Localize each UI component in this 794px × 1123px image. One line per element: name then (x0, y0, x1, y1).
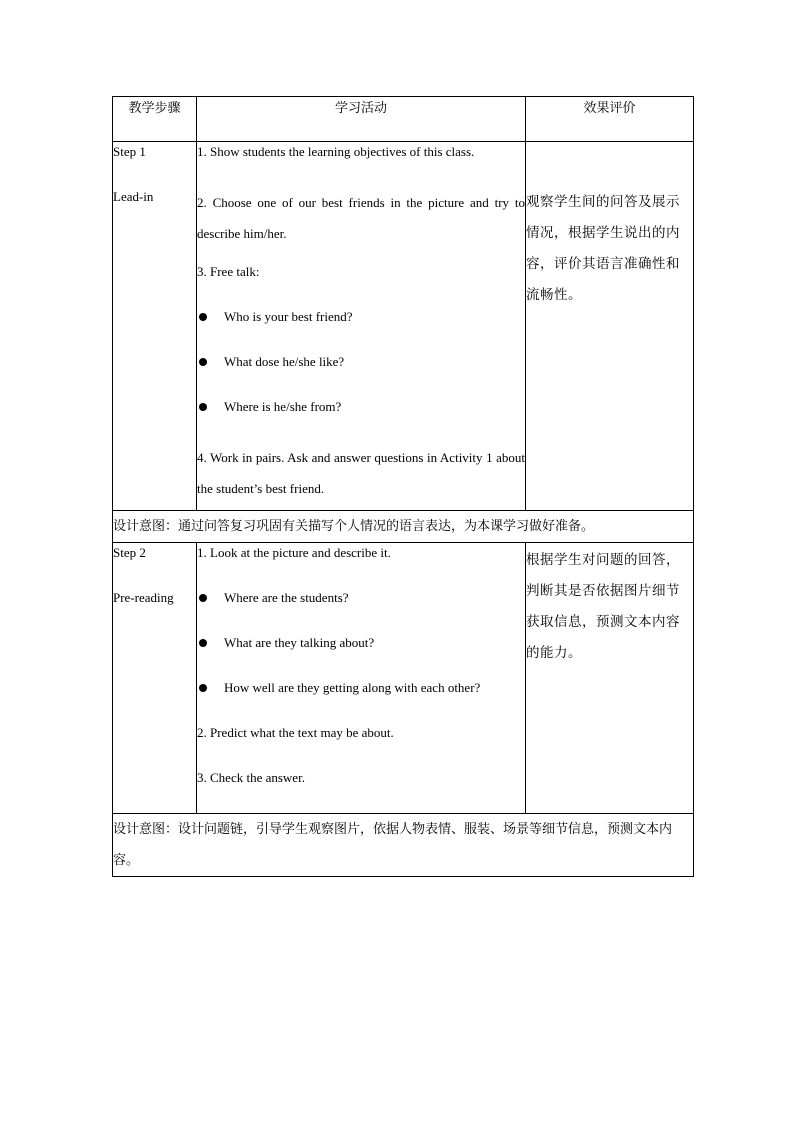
step1-activity-4: 4. Work in pairs. Ask and answer questions in Activity 1 about the student’s best friend. (197, 450, 525, 496)
lesson-plan-table (112, 96, 694, 877)
step1-row (113, 142, 694, 511)
bullet-icon (199, 313, 207, 321)
bullet-icon (199, 684, 207, 692)
bullet-text: Where is he/she from? (224, 399, 342, 414)
list-item (197, 633, 525, 653)
bullet-icon (199, 594, 207, 602)
step1-design-row (113, 511, 694, 543)
step1-evaluation-cell (526, 142, 694, 511)
bullet-text: What dose he/she like? (224, 354, 345, 369)
step2-design: 设计意图：设计问题链，引导学生观察图片，依据人物表情、服装、场景等细节信息，预测文本内容。 (113, 814, 694, 877)
step2-evaluation: 根据学生对问题的回答，判断其是否依据图片细节获取信息，预测文本内容的能力。 (526, 552, 680, 661)
list-item (197, 678, 525, 698)
bullet-text: Who is your best friend? (224, 309, 353, 324)
list-item (197, 307, 525, 327)
header-evaluation: 效果评价 (526, 97, 694, 142)
step1-activity-2: 2. Choose one of our best friends in the picture and try to describe him/her. (197, 195, 525, 241)
header-steps: 教学步骤 (113, 97, 197, 142)
bullet-icon (199, 639, 207, 647)
bullet-text: How well are they getting along with each other? (224, 680, 481, 695)
step1-evaluation: 观察学生间的问答及展示情况，根据学生说出的内容，评价其语言准确性和流畅性。 (526, 194, 680, 303)
step1-name: Lead-in (113, 189, 154, 204)
step2-activity-2: 2. Predict what the text may be about. (197, 725, 394, 740)
step2-row (113, 543, 694, 814)
step1-number: Step 1 (113, 144, 146, 159)
list-item (197, 588, 525, 608)
step1-cell (113, 142, 197, 511)
step2-evaluation-cell (526, 543, 694, 814)
step1-activity-1: 1. Show students the learning objectives of this class. (197, 144, 475, 159)
step2-design-row (113, 814, 694, 877)
list-item (197, 397, 525, 417)
step2-activity-1: 1. Look at the picture and describe it. (197, 545, 391, 560)
header-row (113, 97, 694, 142)
list-item (197, 352, 525, 372)
step2-activities (197, 543, 526, 814)
bullet-icon (199, 403, 207, 411)
step2-cell (113, 543, 197, 814)
step2-number: Step 2 (113, 545, 146, 560)
bullet-text: Where are the students? (224, 590, 349, 605)
step2-activity-3: 3. Check the answer. (197, 770, 305, 785)
header-activities: 学习活动 (197, 97, 526, 142)
step1-design: 设计意图：通过问答复习巩固有关描写个人情况的语言表达，为本课学习做好准备。 (113, 511, 694, 543)
step1-activities (197, 142, 526, 511)
bullet-icon (199, 358, 207, 366)
step1-activity-3: 3. Free talk: (197, 264, 260, 279)
bullet-text: What are they talking about? (224, 635, 375, 650)
step2-name: Pre-reading (113, 590, 174, 605)
